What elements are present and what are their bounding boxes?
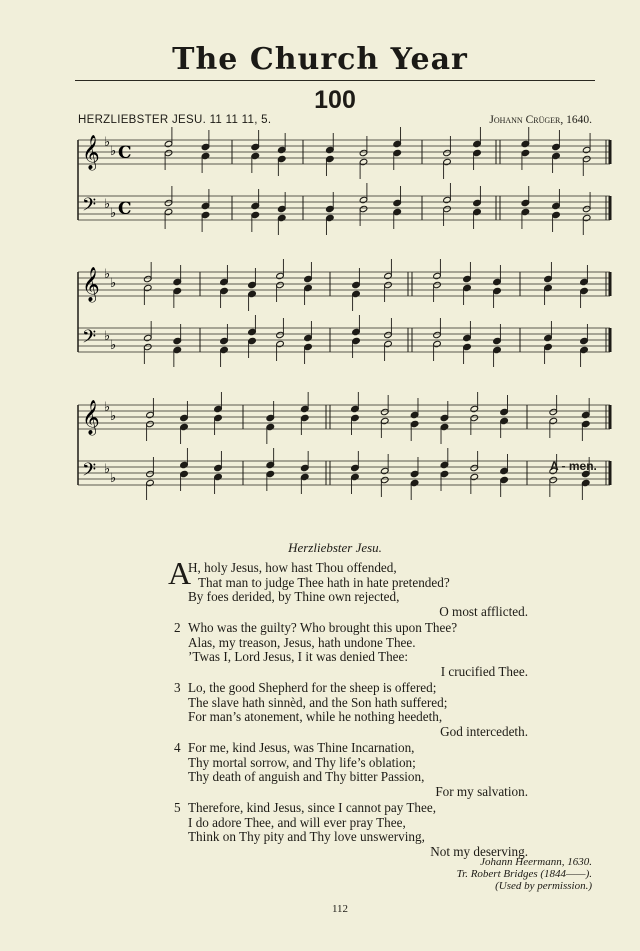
bass-clef-icon: 𝄢 <box>82 195 97 220</box>
author-credit: Johann Heermann, 1630. <box>480 856 592 868</box>
stanza-line: Thy death of anguish and Thy bitter Passion, <box>188 769 425 784</box>
stanza-5 <box>174 800 548 859</box>
stanza-line: By foes derided, by Thine own rejected, <box>188 589 400 604</box>
treble-clef-icon: 𝄞 <box>82 400 100 435</box>
stanza-line: For me, kind Jesus, was Thine Incarnation, <box>188 740 415 755</box>
flat-sign-icon: ♭ <box>104 135 111 150</box>
stanza-number: 4 <box>174 740 181 755</box>
amen-lyric: A - men. <box>550 459 597 473</box>
hymn-number: 100 <box>314 86 356 114</box>
stanza-line: For my salvation. <box>435 783 528 799</box>
stanza-line: Lo, the good Shepherd for the sheep is offered; <box>188 680 437 695</box>
permission-note: (Used by permission.) <box>495 880 592 892</box>
stanza-3 <box>174 680 548 739</box>
section-title: The Church Year <box>172 42 468 77</box>
stanza-line: Who was the guilty? Who brought this upon Thee? <box>188 620 458 635</box>
translator-credit: Tr. Robert Bridges (1844——). <box>456 868 592 880</box>
flat-sign-icon: ♭ <box>104 400 111 415</box>
composer-credit: Johann Crüger, 1640. <box>489 114 592 126</box>
tune-caption: Herzliebster Jesu. <box>288 540 382 555</box>
flat-sign-icon: ♭ <box>110 206 117 221</box>
flat-sign-icon: ♭ <box>110 276 117 291</box>
stanza-1 <box>168 555 548 619</box>
flat-sign-icon: ♭ <box>110 409 117 424</box>
stanza-line: Alas, my treason, Jesus, hath undone Thee. <box>188 634 416 650</box>
stanza-line: God intercedeth. <box>440 723 528 739</box>
drop-cap: A <box>168 555 192 591</box>
stanza-number: 2 <box>174 620 181 635</box>
treble-clef-icon: 𝄞 <box>82 135 100 170</box>
treble-clef-icon: 𝄞 <box>82 267 100 302</box>
page-number: 112 <box>331 903 349 915</box>
stanza-line: Therefore, kind Jesus, since I cannot pay Thee, <box>188 800 437 815</box>
stanza-2 <box>174 620 548 679</box>
stanza-line: I crucified Thee. <box>440 663 528 679</box>
flat-sign-icon: ♭ <box>104 329 111 344</box>
stanza-number: 5 <box>174 800 181 815</box>
stanza-line: ’Twas I, Lord Jesus, I it was denied Thee: <box>188 649 409 664</box>
flat-sign-icon: ♭ <box>104 462 111 477</box>
text-credits <box>457 856 592 892</box>
stanza-number: 3 <box>174 680 181 695</box>
flat-sign-icon: ♭ <box>110 338 117 353</box>
stanza-line: Not my deserving. <box>430 843 528 859</box>
stanza-line: Think on Thy pity and Thy love unswerving, <box>188 829 425 844</box>
tune-name-meter: HERZLIEBSTER JESU. 11 11 11, 5. <box>78 114 272 126</box>
stanza-line: O most afflicted. <box>439 603 528 619</box>
flat-sign-icon: ♭ <box>110 471 117 486</box>
stanza-4 <box>174 740 548 799</box>
common-time-icon: C <box>118 143 132 163</box>
stanza-line: For man’s atonement, while he nothing heedeth, <box>188 709 443 724</box>
bass-clef-icon: 𝄢 <box>82 327 97 352</box>
bass-clef-icon: 𝄢 <box>82 460 97 485</box>
common-time-icon: C <box>118 199 132 219</box>
stanza-line: I do adore Thee, and will ever pray Thee, <box>188 814 406 830</box>
stanza-line: H, holy Jesus, how hast Thou offended, <box>188 560 397 575</box>
flat-sign-icon: ♭ <box>104 267 111 282</box>
stanza-line: The slave hath sinnèd, and the Son hath suffered; <box>188 694 448 710</box>
flat-sign-icon: ♭ <box>110 144 117 159</box>
stanza-line: Thy mortal sorrow, and Thy life’s oblation; <box>188 754 416 770</box>
flat-sign-icon: ♭ <box>104 197 111 212</box>
stanza-line: That man to judge Thee hath in hate pretended? <box>198 574 450 590</box>
